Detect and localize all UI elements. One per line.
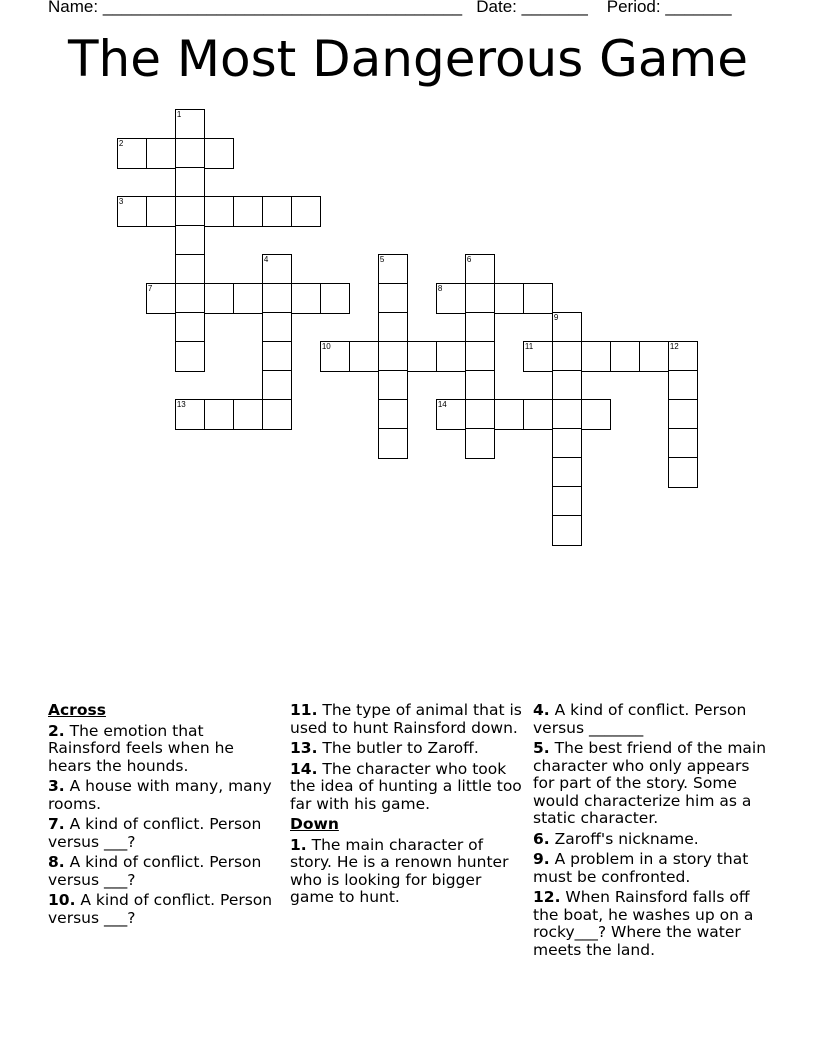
page-title: The Most Dangerous Game [67, 30, 749, 88]
clue-number: 4. [533, 701, 550, 719]
clue-text: The best friend of the main character who only appears for part of the story. Some would characterize him as a static character. [533, 739, 767, 827]
grid-cell[interactable] [378, 312, 408, 342]
cell-number: 5 [379, 255, 385, 265]
clue-across-13 [290, 740, 525, 758]
clue-down-9 [533, 851, 773, 886]
grid-cell[interactable] [175, 138, 205, 168]
grid-cell[interactable] [552, 370, 582, 400]
grid-cell[interactable] [668, 370, 698, 400]
grid-cell[interactable] [523, 341, 553, 371]
grid-cell[interactable] [262, 254, 292, 284]
clue-number: 8. [48, 853, 65, 871]
grid-cell[interactable] [175, 312, 205, 342]
name-label: Name: [48, 0, 99, 16]
grid-cell[interactable] [291, 196, 321, 226]
grid-cell[interactable] [146, 138, 176, 168]
grid-cell[interactable] [610, 341, 640, 371]
grid-cell[interactable] [552, 399, 582, 429]
grid-cell[interactable] [262, 283, 292, 313]
clue-text: A kind of conflict. Person versus _______ [533, 701, 747, 737]
grid-cell[interactable] [494, 283, 524, 313]
grid-cell[interactable] [175, 399, 205, 429]
grid-cell[interactable] [465, 283, 495, 313]
grid-cell[interactable] [262, 370, 292, 400]
period-label: Period: [606, 0, 661, 16]
clues-column-1 [48, 702, 278, 930]
grid-cell[interactable] [668, 428, 698, 458]
grid-cell[interactable] [378, 341, 408, 371]
clue-down-4 [533, 702, 773, 737]
cell-number: 3 [118, 197, 124, 207]
grid-cell[interactable] [146, 196, 176, 226]
grid-cell[interactable] [320, 341, 350, 371]
grid-cell[interactable] [378, 254, 408, 284]
grid-cell[interactable] [204, 138, 234, 168]
name-blank[interactable]: ______________________________________ [102, 0, 463, 16]
grid-cell[interactable] [581, 341, 611, 371]
clue-text: A problem in a story that must be confronted. [533, 850, 749, 886]
grid-cell[interactable] [175, 167, 205, 197]
cell-number: 8 [437, 284, 443, 294]
grid-cell[interactable] [465, 370, 495, 400]
clue-number: 5. [533, 739, 550, 757]
grid-cell[interactable] [523, 283, 553, 313]
grid-cell[interactable] [436, 341, 466, 371]
clue-across-11 [290, 702, 525, 737]
grid-cell[interactable] [465, 254, 495, 284]
clue-number: 2. [48, 721, 65, 740]
grid-cell[interactable] [175, 225, 205, 255]
clue-across-3 [48, 778, 278, 813]
grid-cell[interactable] [233, 399, 263, 429]
cell-number: 10 [321, 342, 331, 352]
date-label: Date: [476, 0, 517, 16]
grid-cell[interactable] [378, 399, 408, 429]
grid-cell[interactable] [436, 283, 466, 313]
grid-cell[interactable] [465, 428, 495, 458]
clues-column-3 [533, 702, 773, 962]
clue-text: A kind of conflict. Person versus ___? [48, 815, 262, 851]
grid-cell[interactable] [262, 341, 292, 371]
grid-cell[interactable] [233, 196, 263, 226]
clue-text: A kind of conflict. Person versus ___? [48, 853, 262, 889]
grid-cell[interactable] [668, 399, 698, 429]
grid-cell[interactable] [465, 341, 495, 371]
grid-cell[interactable] [262, 399, 292, 429]
cell-number: 14 [437, 400, 447, 410]
clue-down-6 [533, 831, 773, 849]
clue-number: 6. [533, 829, 550, 848]
clue-number: 14. [290, 759, 318, 778]
grid-cell[interactable] [146, 283, 176, 313]
cell-number: 13 [176, 400, 186, 410]
grid-cell[interactable] [320, 283, 350, 313]
clue-number: 13. [290, 739, 318, 757]
grid-cell[interactable] [552, 515, 582, 545]
clue-across-2 [48, 723, 278, 776]
clue-text: When Rainsford falls off the boat, he washes up on a rocky___? Where the water meets the land. [533, 888, 754, 959]
clues-column-2 [290, 702, 525, 910]
cell-number: 9 [553, 313, 559, 323]
grid-cell[interactable] [262, 312, 292, 342]
grid-cell[interactable] [436, 399, 466, 429]
grid-cell[interactable] [378, 428, 408, 458]
grid-cell[interactable] [465, 399, 495, 429]
grid-cell[interactable] [175, 196, 205, 226]
clue-across-7 [48, 816, 278, 851]
grid-cell[interactable] [552, 341, 582, 371]
grid-cell[interactable] [668, 457, 698, 487]
grid-cell[interactable] [668, 341, 698, 371]
grid-cell[interactable] [262, 196, 292, 226]
clue-number: 9. [533, 850, 550, 868]
date-blank[interactable]: _______ [521, 0, 588, 16]
clue-text: A house with many, many rooms. [48, 777, 272, 813]
clue-number: 10. [48, 891, 76, 909]
grid-cell[interactable] [291, 283, 321, 313]
grid-cell[interactable] [465, 312, 495, 342]
grid-cell[interactable] [175, 283, 205, 313]
clue-number: 1. [290, 835, 307, 854]
grid-cell[interactable] [552, 457, 582, 487]
clue-text: The emotion that Rainsford feels when he hears the hounds. [48, 721, 234, 775]
clue-across-14 [290, 761, 525, 814]
grid-cell[interactable] [407, 341, 437, 371]
cell-number: 1 [176, 110, 182, 120]
grid-cell[interactable] [349, 341, 379, 371]
across-heading: Across [48, 701, 106, 719]
grid-cell[interactable] [117, 138, 147, 168]
grid-cell[interactable] [552, 486, 582, 516]
grid-cell[interactable] [552, 312, 582, 342]
grid-cell[interactable] [204, 196, 234, 226]
grid-cell[interactable] [523, 399, 553, 429]
clue-number: 3. [48, 777, 65, 795]
grid-cell[interactable] [175, 341, 205, 371]
clue-text: The main character of story. He is a renown hunter who is looking for bigger game to hunt. [290, 835, 509, 906]
grid-cell[interactable] [378, 370, 408, 400]
grid-cell[interactable] [204, 283, 234, 313]
down-heading: Down [290, 815, 339, 833]
cell-number: 7 [147, 284, 153, 294]
grid-cell[interactable] [581, 399, 611, 429]
period-blank[interactable]: _______ [665, 0, 732, 16]
clue-number: 7. [48, 815, 65, 833]
clue-down-5 [533, 740, 773, 828]
clue-across-10 [48, 892, 278, 927]
clue-text: The character who took the idea of hunting a little too far with his game. [290, 759, 522, 813]
grid-cell[interactable] [639, 341, 669, 371]
cell-number: 6 [466, 255, 472, 265]
clue-across-8 [48, 854, 278, 889]
cell-number: 12 [669, 342, 679, 352]
grid-cell[interactable] [117, 196, 147, 226]
clue-text: Zaroff's nickname. [554, 829, 699, 848]
cell-number: 11 [524, 342, 534, 352]
grid-cell[interactable] [204, 399, 234, 429]
grid-cell[interactable] [233, 283, 263, 313]
grid-cell[interactable] [378, 283, 408, 313]
clue-down-1 [290, 837, 525, 907]
clue-text: The type of animal that is used to hunt Rainsford down. [290, 701, 522, 737]
grid-cell[interactable] [494, 399, 524, 429]
grid-cell[interactable] [175, 109, 205, 139]
clue-text: A kind of conflict. Person versus ___? [48, 891, 273, 927]
clue-number: 11. [290, 701, 318, 719]
clue-text: The butler to Zaroff. [322, 739, 479, 757]
cell-number: 2 [118, 139, 124, 149]
clue-down-12 [533, 889, 773, 959]
cell-number: 4 [263, 255, 269, 265]
grid-cell[interactable] [175, 254, 205, 284]
clue-number: 12. [533, 888, 561, 906]
grid-cell[interactable] [552, 428, 582, 458]
